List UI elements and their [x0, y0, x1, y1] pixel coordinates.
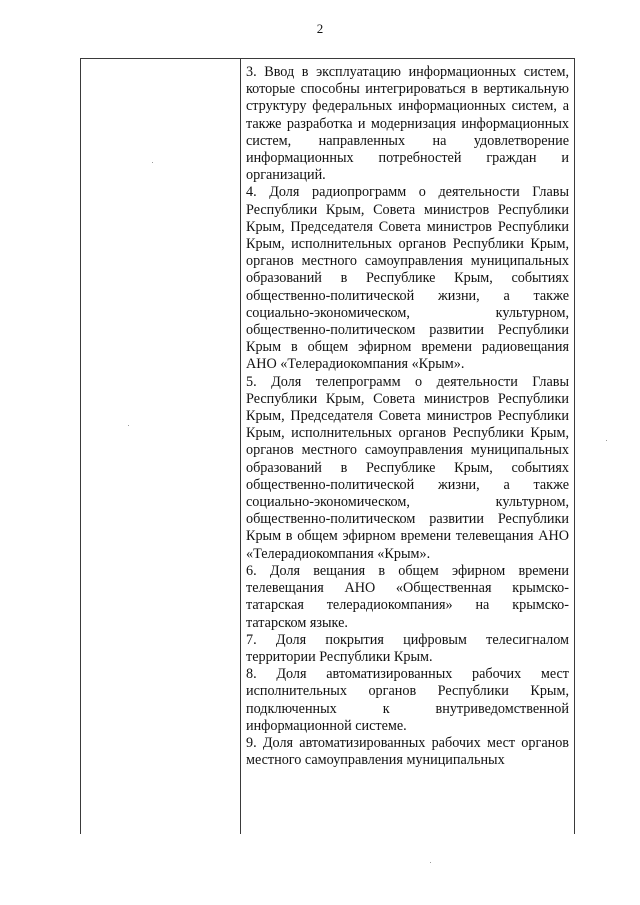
indicator-item-5: 5. Доля телепрограмм о деятельности Главы Республики Крым, Совета министров Республики Крым, Председателя Совета министров Республики Крым, исполнительных органов Республики Крым, органов местного самоуправления муниципальных образований в Республике Крым, событиях общественно-политической жизни, а также социально-экономическом, культурном, общественно-политическом развитии Республики Крым в общем эфирном времени телевещания АНО «Телерадиокомпания «Крым». — [246, 373, 569, 562]
indicator-item-3: 3. Ввод в эксплуатацию информационных систем, которые способны интегрироваться в вертикальную структуру федеральных информационных систем, а также разработка и модернизация информационных систем, направленных на удовлетворение информационных потребностей граждан и организаций. — [246, 64, 569, 184]
indicators-table — [80, 58, 575, 834]
indicator-item-7: 7. Доля покрытия цифровым телесигналом территории Республики Крым. — [246, 631, 569, 665]
scan-speck — [152, 162, 153, 163]
table-right-cell — [241, 59, 574, 769]
scan-speck — [128, 425, 129, 426]
table-left-cell — [81, 59, 241, 834]
scan-speck — [430, 862, 431, 863]
page-number: 2 — [316, 21, 324, 36]
scan-speck — [606, 440, 607, 441]
indicator-item-8: 8. Доля автоматизированных рабочих мест исполнительных органов Республики Крым, подключенных к внутриведомственной информационной системе. — [246, 666, 569, 734]
indicator-item-9: 9. Доля автоматизированных рабочих мест органов местного самоуправления муниципальных — [246, 734, 569, 769]
indicator-item-4: 4. Доля радиопрограмм о деятельности Главы Республики Крым, Совета министров Республики Крым, Председателя Совета министров Республики Крым, исполнительных органов Республики Крым, органов местного самоуправления муниципальных образований в Республике Крым, событиях общественно-политической жизни, а также социально-экономическом, культурном, общественно-политическом развитии Республики Крым в общем эфирном времени радиовещания АНО «Телерадиокомпания «Крым». — [246, 184, 569, 373]
indicator-item-6: 6. Доля вещания в общем эфирном времени телевещания АНО «Общественная крымско-татарская телерадиокомпания» на крымско-татарском языке. — [246, 562, 569, 631]
